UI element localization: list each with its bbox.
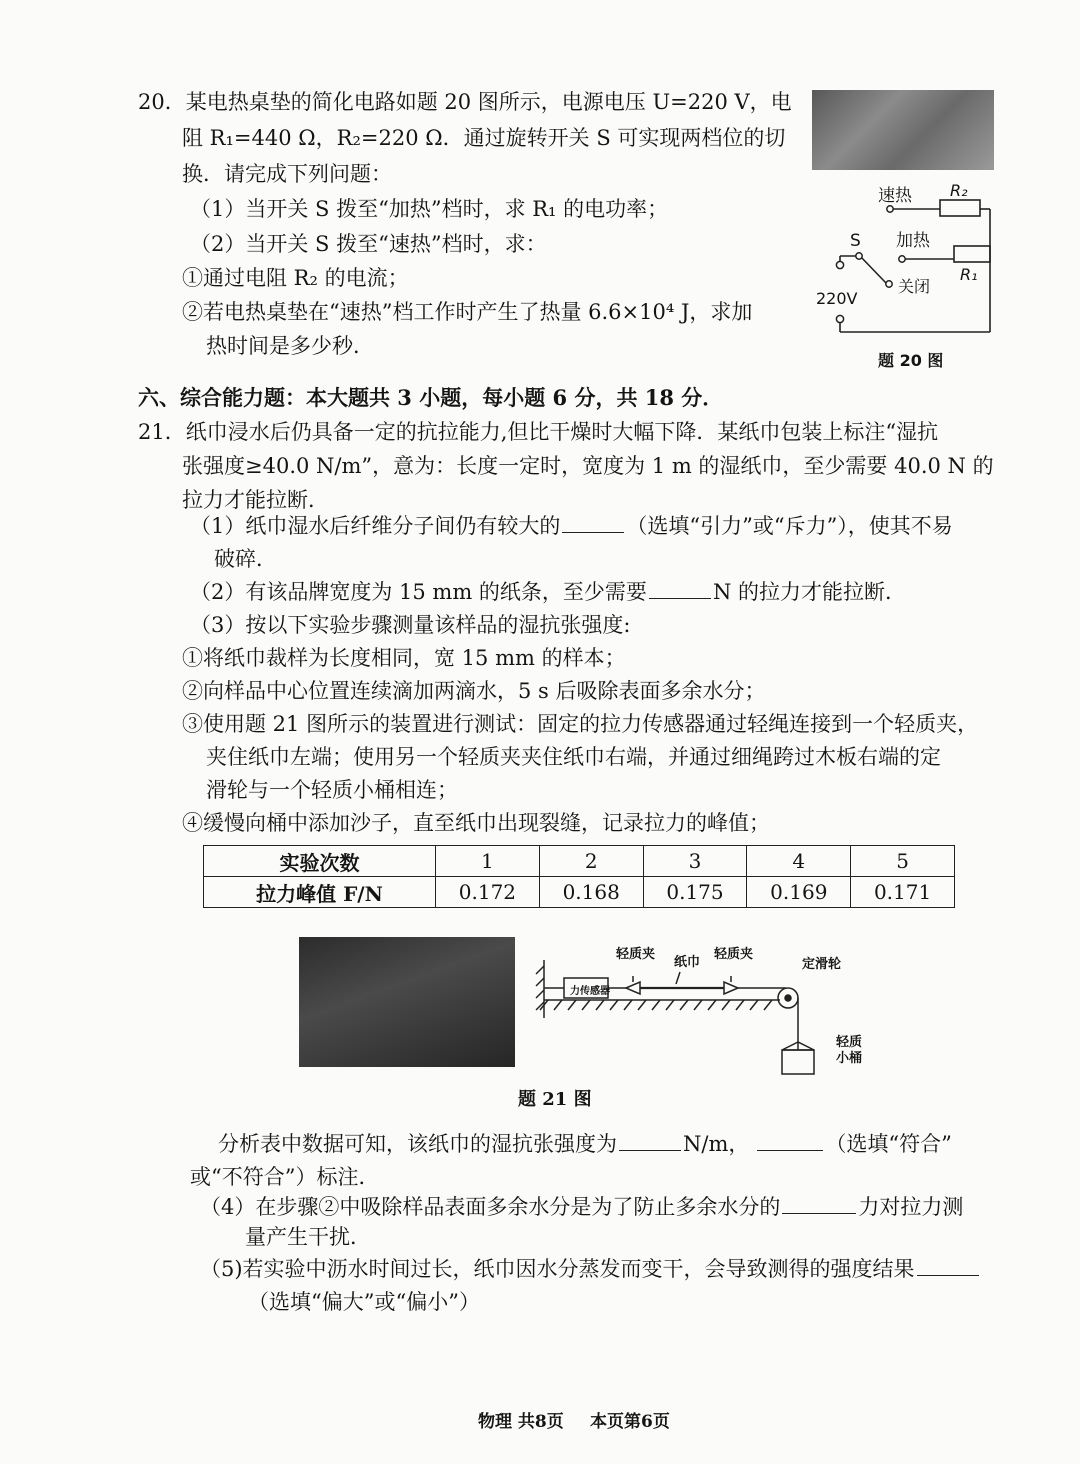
clip-left-label: 轻质夹: [616, 947, 656, 962]
label-jiare: 加热: [896, 231, 930, 251]
pulley-label: 定滑轮: [802, 957, 842, 972]
q21-step-4: ④缓慢向桶中添加沙子，直至纸巾出现裂缝，记录拉力的峰值；: [182, 811, 770, 835]
table-header-trials: 实验次数: [204, 846, 436, 877]
q21-part1: [190, 512, 953, 540]
table-cell-trial: 3: [643, 846, 747, 877]
table-cell-trial: 1: [436, 846, 540, 877]
q20-circuit-diagram: [812, 176, 1002, 376]
q21-analysis-text-c: （选填“符合”: [825, 1132, 952, 1156]
q21-part3: （3）按以下实验步骤测量该样品的湿抗张强度:: [190, 613, 631, 637]
label-r2: R₂: [950, 181, 968, 200]
table-row-trials: [204, 846, 955, 877]
q21-part2-blank[interactable]: [649, 578, 711, 599]
q20-part2-b: ②若电热桌垫在“速热”档工作时产生了热量 6.6×10⁴ J，求加: [182, 300, 753, 324]
table-cell-trial: 5: [851, 846, 955, 877]
table-row-forces: [204, 877, 955, 908]
table-cell-force: 0.169: [747, 877, 851, 908]
q21-part2-text-b: N 的拉力才能拉断．: [712, 580, 906, 604]
heating-pad-photo: [812, 90, 994, 170]
clip-right-label: 轻质夹: [714, 947, 754, 962]
q21-part1-text-a: （1）纸巾湿水后纤维分子间仍有较大的: [190, 514, 561, 538]
q21-step-1: ①将纸巾裁样为长度相同，宽 15 mm 的样本；: [182, 646, 626, 670]
table-cell-trial: 4: [747, 846, 851, 877]
tensile-test-photo: [299, 937, 515, 1067]
label-guanbi: 关闭: [898, 277, 931, 296]
q21-part5-cont: （选填“偏大”或“偏小”）: [248, 1290, 480, 1314]
sensor-label: 力传感器: [570, 986, 610, 997]
label-s: S: [850, 231, 861, 251]
q21-analysis-cont: 或“不符合”）标注．: [190, 1165, 380, 1189]
q21-data-table: [203, 845, 955, 908]
q20-part2-a: ①通过电阻 R₂ 的电流；: [182, 266, 409, 290]
q21-part1-cont: 破碎．: [214, 547, 277, 571]
q20-part2: （2）当开关 S 拨至“速热”档时，求：: [190, 232, 547, 256]
table-cell-trial: 2: [539, 846, 643, 877]
q20-line-3: 换．请完成下列问题：: [182, 162, 392, 186]
label-r1: R₁: [960, 265, 978, 284]
q21-step-2: ②向样品中心位置连续滴加两滴水，5 s 后吸除表面多余水分；: [182, 679, 766, 703]
footer-page-number: 本页第6页: [590, 1412, 670, 1432]
bucket-label-1: 轻质: [836, 1035, 863, 1050]
table-header-force: 拉力峰值 F/N: [204, 877, 436, 908]
q21-line-3: 拉力才能拉断．: [182, 488, 329, 512]
bucket-label-2: 小桶: [836, 1051, 863, 1066]
q21-part4-cont: 量产生干扰．: [245, 1225, 371, 1249]
footer-total-pages: 物理 共8页: [478, 1412, 564, 1432]
q21-part2: [190, 578, 906, 606]
q21-line-2: 张强度≥40.0 N/m”，意为：长度一定时，宽度为 1 m 的湿纸巾，至少需要 40.0 N 的: [182, 454, 994, 478]
q21-part4-text-a: （4）在步骤②中吸除样品表面多余水分是为了防止多余水分的: [200, 1195, 781, 1219]
q20-part1: （1）当开关 S 拨至“加热”档时，求 R₁ 的电功率；: [190, 197, 669, 221]
q21-analysis: [218, 1130, 952, 1158]
q21-strength-blank[interactable]: [619, 1130, 681, 1151]
q21-part5-text: （5)若实验中沥水时间过长，纸巾因水分蒸发而变干，会导致测得的强度结果: [200, 1257, 915, 1281]
section-6-heading: 六、综合能力题：本大题共 3 小题，每小题 6 分，共 18 分．: [138, 385, 724, 410]
q21-part5-blank[interactable]: [917, 1255, 979, 1276]
q21-line-1: 21．纸巾浸水后仍具备一定的抗拉能力,但比干燥时大幅下降．某纸巾包装上标注“湿抗: [138, 420, 939, 444]
table-cell-force: 0.171: [851, 877, 955, 908]
paper-label: 纸巾: [674, 955, 701, 970]
q20-line-1: 20．某电热桌垫的简化电路如题 20 图所示，电源电压 U=220 V，电: [138, 90, 792, 114]
q21-part2-text-a: （2）有该品牌宽度为 15 mm 的纸条，至少需要: [190, 580, 647, 604]
q21-part4-blank[interactable]: [782, 1193, 856, 1214]
table-cell-force: 0.168: [539, 877, 643, 908]
q21-step-3-cont-2: 滑轮与一个轻质小桶相连；: [206, 778, 458, 802]
q20-line-2: 阻 R₁=440 Ω，R₂=220 Ω．通过旋转开关 S 可实现两档位的切: [182, 126, 786, 150]
q21-part4: [200, 1193, 963, 1221]
q21-part1-blank[interactable]: [562, 512, 624, 533]
q21-apparatus-diagram: [530, 938, 880, 1078]
label-220v: 220V: [816, 289, 858, 308]
label-suhe: 速热: [878, 186, 912, 206]
q21-analysis-text-a: 分析表中数据可知，该纸巾的湿抗张强度为: [218, 1132, 617, 1156]
q21-step-3: ③使用题 21 图所示的装置进行测试：固定的拉力传感器通过轻绳连接到一个轻质夹，: [182, 712, 979, 736]
table-cell-force: 0.172: [436, 877, 540, 908]
q21-part1-text-b: （选填“引力”或“斥力”），使其不易: [626, 514, 953, 538]
q20-figure-caption: 题 20 图: [878, 351, 944, 370]
q21-figure-caption: 题 21 图: [518, 1089, 592, 1110]
q21-part4-text-b: 力对拉力测: [858, 1195, 964, 1219]
q21-step-3-cont-1: 夹住纸巾左端；使用另一个轻质夹夹住纸巾右端，并通过细绳跨过木板右端的定: [206, 745, 941, 769]
q21-conformity-blank[interactable]: [757, 1130, 823, 1151]
table-cell-force: 0.175: [643, 877, 747, 908]
q21-analysis-text-b: N/m，: [683, 1132, 750, 1156]
q20-part2-b-cont: 热时间是多少秒．: [206, 334, 374, 358]
q21-part5: [200, 1255, 981, 1283]
